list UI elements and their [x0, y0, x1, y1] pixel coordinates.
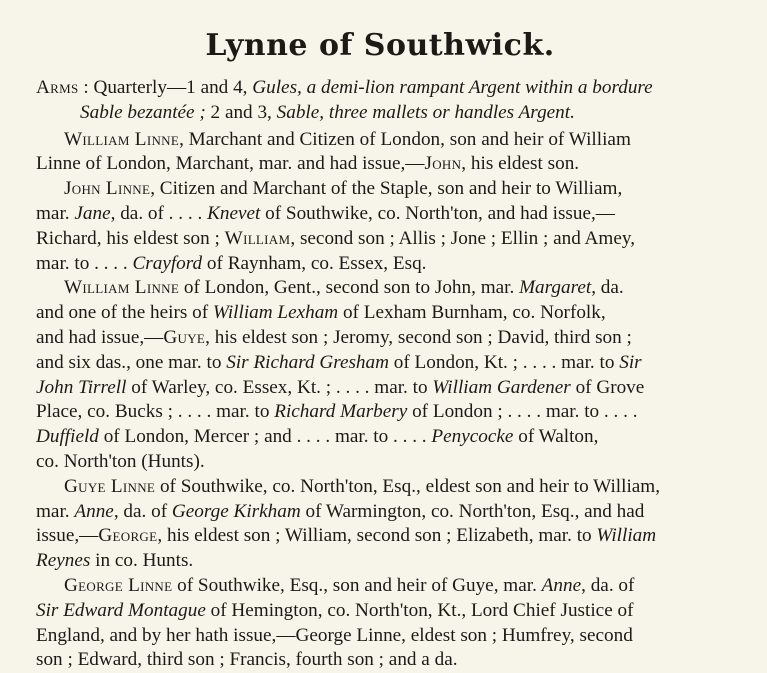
text-run: of Lexham Burnham, co. Norfolk, [338, 302, 606, 324]
italic-name: John Tirrell [36, 376, 127, 398]
italic-name: William [596, 525, 657, 547]
text-run: mar. [36, 500, 75, 522]
text-line [36, 500, 724, 525]
text-line [36, 574, 724, 599]
text-run: , Citizen and Marchant of the Staple, son and heir to William, [150, 178, 623, 200]
text-line [36, 177, 724, 202]
italic-name: George Kirkham [171, 500, 301, 522]
person-name: William Linne [64, 277, 180, 299]
italic-name: Margaret [519, 277, 592, 299]
italic-name: William Lexham [212, 302, 339, 324]
arms-quarterly: Quarterly—1 and 4, [93, 77, 253, 98]
text-line [36, 475, 724, 500]
arms-quarters-2-3: 2 and 3, [205, 101, 277, 123]
arms-blazon-1-4: Gules, a demi-lion rampant Argent within a bordure [252, 77, 653, 98]
text-line [36, 624, 724, 649]
text-run: , his eldest son. [461, 153, 580, 175]
italic-name: Anne [74, 500, 114, 522]
text-run: , second son ; Allis ; Jone ; Ellin ; and Amey, [290, 227, 636, 249]
text-run: co. North'ton (Hunts). [36, 450, 205, 472]
person-name: John [424, 153, 462, 175]
italic-name: William Gardener [432, 376, 571, 398]
italic-name: Sir [619, 351, 642, 373]
text-run: Place, co. Bucks ; . . . . mar. to [36, 401, 275, 423]
document-page [36, 20, 724, 673]
text-run: of London ; . . . . mar. to . . . . [407, 401, 638, 423]
text-run: , da. of . . . . [110, 202, 208, 224]
text-line [36, 227, 724, 252]
genealogy-paragraph [36, 128, 724, 178]
text-run: and one of the heirs of [36, 302, 213, 324]
person-name: Guye Linne [64, 475, 156, 497]
text-run: England, and by her hath issue,—George Linne, eldest son ; Humfrey, second [36, 624, 633, 646]
text-line [36, 599, 724, 624]
italic-name: Knevet [207, 202, 261, 224]
text-line [36, 376, 724, 401]
arms-colon: : [78, 77, 94, 98]
person-name: William [224, 227, 291, 249]
text-run: of Walton, [513, 426, 599, 448]
text-line [36, 301, 724, 326]
text-run: mar. to . . . . [36, 252, 133, 274]
text-run: of London, Mercer ; and . . . . mar. to . . . . [98, 426, 432, 448]
arms-blazon-bordure: Sable bezantée ; [80, 101, 206, 123]
text-line [36, 400, 724, 425]
text-line [36, 425, 724, 450]
text-line [36, 450, 724, 475]
text-run: of Raynham, co. Essex, Esq. [202, 252, 427, 274]
text-line [36, 549, 724, 574]
person-name: George [98, 525, 158, 547]
person-name: Guye [163, 326, 206, 348]
italic-name: Sir Edward Montague [36, 599, 206, 621]
text-run: in co. Hunts. [90, 550, 194, 572]
italic-name: Penycocke [431, 426, 514, 448]
genealogy-paragraph [36, 574, 724, 673]
text-run: mar. [36, 202, 75, 224]
text-run: of Hemington, co. North'ton, Kt., Lord Chief Justice of [205, 599, 634, 621]
text-run: , his eldest son ; William, second son ; Elizabeth, mar. to [157, 525, 597, 547]
text-line [36, 152, 724, 177]
person-name: John Linne [64, 178, 151, 200]
text-run: issue,— [36, 525, 99, 547]
arms-label: Arms [36, 77, 79, 98]
arms-line-2 [36, 101, 724, 126]
italic-name: Anne [541, 574, 582, 596]
text-run: son ; Edward, third son ; Francis, fourth son ; and a da. [36, 649, 458, 671]
text-line [36, 648, 724, 673]
italic-name: Sir Richard Gresham [226, 351, 389, 373]
text-line [36, 524, 724, 549]
text-run: , Marchant and Citizen of London, son and heir of William [179, 128, 631, 150]
text-run: , his eldest son ; Jeromy, second son ; David, third son ; [205, 326, 632, 348]
text-run: of London, Kt. ; . . . . mar. to [388, 351, 620, 373]
text-line [36, 276, 724, 301]
page-title: Lynne of Southwick. [205, 28, 555, 63]
person-name: George Linne [64, 574, 173, 596]
text-run: Linne of London, Marchant, mar. and had issue,— [36, 153, 425, 175]
arms-line-1 [36, 76, 724, 101]
text-run: of Southwike, co. North'ton, Esq., eldest son and heir to William, [155, 475, 661, 497]
text-run: and had issue,— [36, 326, 164, 348]
genealogy-paragraph [36, 177, 724, 276]
text-run: , da. of [113, 500, 172, 522]
arms-blazon-2-3: Sable, three mallets or handles Argent. [276, 101, 575, 123]
italic-name: Duffield [36, 426, 99, 448]
text-line [36, 128, 724, 153]
genealogy-paragraph [36, 276, 724, 474]
italic-name: Crayford [132, 252, 203, 274]
text-run: and six das., one mar. to [36, 351, 227, 373]
text-run: of Warmington, co. North'ton, Esq., and had [300, 500, 645, 522]
text-run: of London, Gent., second son to John, mar. [179, 277, 520, 299]
text-run: Richard, his eldest son ; [36, 227, 225, 249]
italic-name: Richard Marbery [274, 401, 408, 423]
genealogy-paragraph [36, 475, 724, 574]
text-run: of Warley, co. Essex, Kt. ; . . . . mar. to [126, 376, 433, 398]
italic-name: Jane [74, 202, 111, 224]
text-line [36, 202, 724, 227]
person-name: William Linne [64, 128, 180, 150]
text-run: of Southwike, co. North'ton, and had issue,— [260, 202, 615, 224]
italic-name: Reynes [36, 550, 91, 572]
text-line [36, 351, 724, 376]
genealogy-entries [36, 128, 724, 673]
text-run: , da. of [581, 574, 635, 596]
text-run: of Grove [570, 376, 645, 398]
text-line [36, 252, 724, 277]
arms-blazon [36, 76, 724, 126]
text-line [36, 326, 724, 351]
text-run: , da. [591, 277, 624, 299]
text-run: of Southwike, Esq., son and heir of Guye, mar. [172, 574, 542, 596]
